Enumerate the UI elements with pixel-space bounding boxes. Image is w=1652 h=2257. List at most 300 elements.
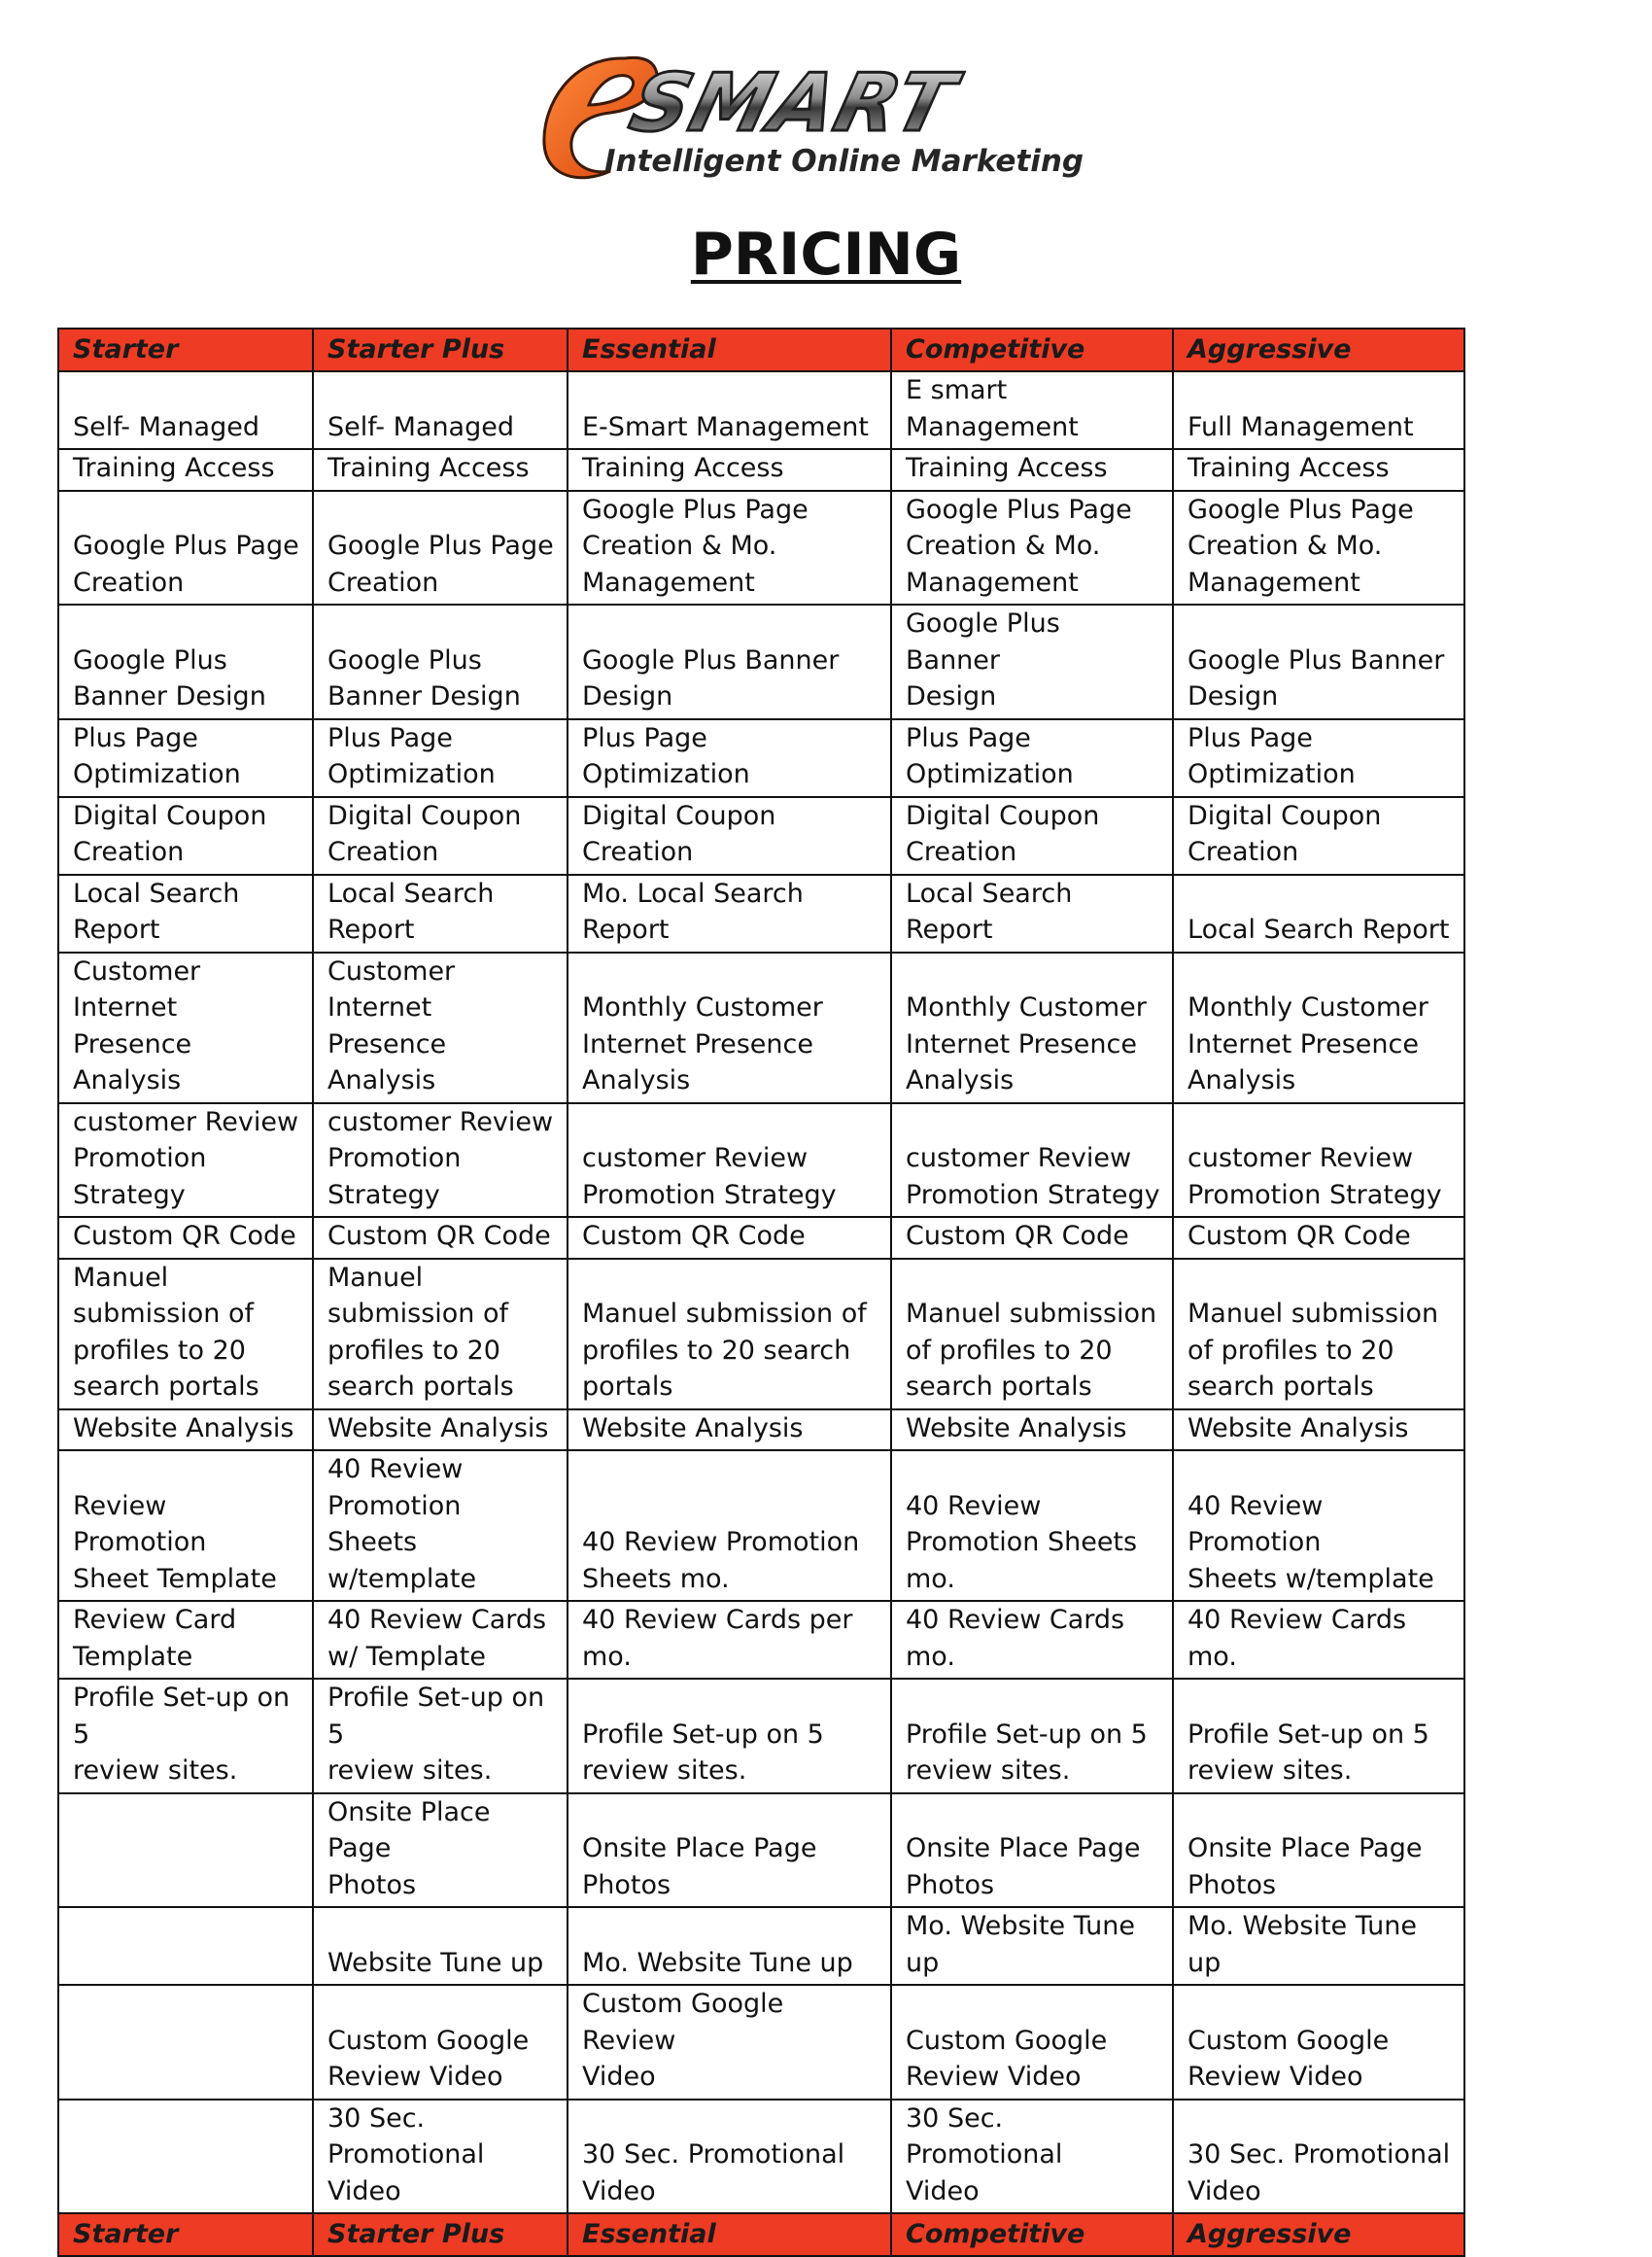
feature-cell-aggressive — [1173, 1103, 1464, 1218]
feature-text-line: review sites. — [1187, 1755, 1353, 1786]
feature-text-line: Promotion Sheets — [906, 1527, 1138, 1557]
feature-text-line: submission of — [327, 1299, 508, 1329]
feature-cell-starter-plus — [313, 1793, 568, 1908]
feature-text-line: 30 Sec. — [327, 2102, 426, 2134]
feature-cell-starter — [58, 1793, 313, 1908]
feature-text-line: Photos — [1187, 1869, 1277, 1900]
feature-text-line: 40 Review Promotion — [1187, 1490, 1324, 1557]
feature-text-line: Creation & Mo. — [582, 531, 777, 561]
plan-header-starter: Starter — [58, 329, 313, 371]
feature-text-line: w/template — [327, 1563, 477, 1594]
feature-text-line: Video — [582, 2062, 656, 2092]
feature-text-line: Sheets mo. — [582, 1563, 730, 1594]
feature-text-line: Local Search — [327, 878, 495, 909]
feature-text-line: Mo. Local Search — [582, 878, 804, 909]
feature-text-line: Creation — [73, 837, 185, 867]
feature-cell-starter-plus — [313, 875, 568, 953]
feature-row — [58, 2100, 1464, 2214]
feature-text-line: Review Promotion — [73, 1490, 207, 1557]
feature-cell-starter — [58, 1601, 313, 1679]
feature-cell-competitive — [891, 1907, 1173, 1985]
feature-cell-competitive — [891, 1217, 1173, 1259]
feature-text-line: Training Access — [582, 453, 784, 483]
feature-cell-starter — [58, 1450, 313, 1601]
feature-text-line: Digital Coupon — [1187, 800, 1382, 831]
feature-text-line: Onsite Place Page — [1187, 1833, 1423, 1863]
feature-text-line: Google Plus Page — [73, 531, 299, 561]
feature-cell-essential — [568, 1793, 891, 1908]
feature-text-line: Local Search Report — [906, 878, 1073, 945]
plan-footer-starter-plus: Starter Plus — [313, 2213, 568, 2256]
feature-text-line: Customer Internet — [327, 955, 456, 1023]
feature-text-line: 40 Review Cards per — [582, 1605, 853, 1635]
feature-text-line: mo. — [906, 1563, 955, 1594]
feature-text-line: Internet Presence — [906, 1028, 1137, 1059]
feature-text-line: Video — [582, 2175, 656, 2206]
feature-cell-essential — [568, 1601, 891, 1679]
plan-header-competitive: Competitive — [891, 329, 1173, 371]
feature-text-line: 30 Sec. Promotional — [906, 2102, 1063, 2170]
feature-text-line: Management — [1187, 567, 1360, 598]
feature-text-line: up — [906, 1947, 940, 1978]
feature-text-line: search portals — [1187, 1372, 1374, 1402]
feature-cell-aggressive — [1173, 1259, 1464, 1409]
feature-text-line: Creation — [73, 567, 185, 598]
feature-text-line: Website Analysis — [327, 1412, 549, 1443]
feature-text-line: Training Access — [327, 453, 530, 483]
feature-row — [58, 1985, 1464, 2100]
feature-text-line: Onsite Place Page — [582, 1833, 817, 1863]
feature-text-line: Digital Coupon — [582, 800, 776, 831]
feature-cell-starter-plus — [313, 1409, 568, 1451]
feature-text-line: Profile Set-up on 5 — [582, 1719, 824, 1750]
feature-text-line: Creation — [1187, 837, 1299, 867]
feature-text-line: Custom Google Review — [582, 1989, 784, 2056]
feature-row — [58, 1601, 1464, 1679]
feature-text-line: Report — [73, 915, 160, 945]
feature-text-line: Plus Page — [1187, 722, 1313, 753]
feature-text-line: Video — [1187, 2175, 1261, 2206]
feature-text-line: portals — [582, 1372, 673, 1402]
feature-text-line: Strategy — [73, 1179, 186, 1210]
feature-row — [58, 797, 1464, 875]
feature-text-line: Plus Page Optimization — [582, 722, 750, 789]
feature-text-line: Self- Managed — [327, 411, 514, 442]
feature-text-line: Digital Coupon — [73, 800, 267, 831]
feature-cell-aggressive — [1173, 2100, 1464, 2214]
feature-text-line: Management — [906, 567, 1079, 598]
feature-text-line: Custom Google — [906, 2025, 1108, 2056]
feature-row — [58, 371, 1464, 449]
feature-text-line: Promotion Strategy — [906, 1179, 1160, 1210]
feature-text-line: Internet Presence — [582, 1028, 813, 1059]
feature-cell-starter-plus — [313, 605, 568, 719]
feature-text-line: Monthly Customer — [906, 992, 1147, 1023]
feature-text-line: Promotion Strategy — [582, 1179, 837, 1210]
feature-text-line: customer Review — [906, 1143, 1132, 1173]
feature-text-line: customer Review — [582, 1143, 809, 1173]
feature-text-line: Google Plus Banner — [906, 608, 1060, 676]
feature-text-line: Creation — [582, 837, 694, 867]
feature-text-line: Banner Design — [327, 681, 521, 712]
feature-cell-starter-plus — [313, 449, 568, 491]
feature-cell-aggressive — [1173, 449, 1464, 491]
feature-text-line: Review Card — [73, 1605, 237, 1635]
feature-text-line: Creation — [327, 837, 439, 867]
feature-cell-essential — [568, 1985, 891, 2100]
feature-text-line: Creation — [906, 837, 1017, 867]
feature-text-line: Onsite Place Page — [906, 1833, 1141, 1863]
feature-text-line: 40 Review Cards mo. — [1187, 1605, 1407, 1672]
feature-text-line: Promotion Strategy — [1187, 1179, 1442, 1210]
plan-footer-starter: Starter — [58, 2213, 313, 2256]
plan-footer-competitive: Competitive — [891, 2213, 1173, 2256]
plan-header-aggressive: Aggressive — [1173, 329, 1464, 371]
feature-row — [58, 1103, 1464, 1218]
feature-text-line: submission of — [73, 1299, 254, 1329]
feature-cell-starter — [58, 875, 313, 953]
feature-text-line: review sites. — [73, 1755, 238, 1786]
feature-text-line: Website Analysis — [582, 1412, 804, 1443]
feature-text-line: Custom Google — [1187, 2025, 1390, 2056]
feature-text-line: E-Smart Management — [582, 411, 869, 442]
feature-text-line: Local Search Report — [1187, 915, 1450, 945]
feature-text-line: Digital Coupon — [327, 800, 522, 831]
feature-text-line: Review Video — [1187, 2062, 1363, 2092]
feature-cell-aggressive — [1173, 953, 1464, 1103]
feature-text-line: of profiles to 20 — [906, 1335, 1113, 1366]
feature-cell-starter — [58, 1679, 313, 1793]
feature-text-line: Profile Set-up on 5 — [327, 1683, 545, 1750]
feature-cell-essential — [568, 2100, 891, 2214]
feature-cell-competitive — [891, 605, 1173, 719]
feature-text-line: Custom Google — [327, 2025, 530, 2056]
feature-cell-starter — [58, 1103, 313, 1218]
feature-cell-starter — [58, 1985, 313, 2100]
feature-text-line: Review Video — [327, 2062, 503, 2092]
feature-cell-essential — [568, 491, 891, 606]
feature-text-line: Management — [906, 411, 1079, 442]
feature-text-line: Custom QR Code — [327, 1221, 551, 1251]
feature-text-line: customer Review — [1187, 1143, 1414, 1173]
page-title-text: PRICING — [690, 221, 962, 289]
feature-cell-competitive — [891, 491, 1173, 606]
feature-text-line: Report — [582, 915, 670, 945]
pricing-body — [58, 371, 1464, 2213]
feature-cell-starter — [58, 797, 313, 875]
feature-text-line: Analysis — [906, 1065, 1015, 1095]
feature-text-line: Custom QR Code — [906, 1221, 1129, 1251]
feature-cell-starter-plus — [313, 2100, 568, 2214]
feature-text-line: Review Video — [906, 2062, 1082, 2092]
feature-text-line: of profiles to 20 — [1187, 1335, 1394, 1366]
feature-cell-starter — [58, 1259, 313, 1409]
feature-text-line: Report — [327, 915, 415, 945]
feature-text-line: search portals — [906, 1372, 1092, 1402]
feature-text-line: Full Management — [1187, 411, 1414, 442]
feature-text-line: Profile Set-up on 5 — [906, 1719, 1148, 1750]
feature-text-line: 30 Sec. Promotional — [1187, 2139, 1451, 2170]
esmart-logo-graphic — [533, 47, 1116, 192]
feature-cell-starter-plus — [313, 1450, 568, 1601]
feature-cell-starter-plus — [313, 1985, 568, 2100]
feature-cell-starter-plus — [313, 797, 568, 875]
feature-text-line: Internet Presence — [1187, 1028, 1419, 1059]
feature-text-line: Mo. Website Tune — [906, 1911, 1135, 1941]
feature-text-line: Design — [1187, 681, 1279, 712]
feature-text-line: 40 Review — [906, 1490, 1042, 1521]
esmart-logo — [533, 47, 1116, 192]
feature-text-line: Manuel submission — [1187, 1299, 1439, 1329]
feature-row — [58, 1679, 1464, 1793]
feature-cell-aggressive — [1173, 1985, 1464, 2100]
feature-row — [58, 449, 1464, 491]
feature-cell-competitive — [891, 1450, 1173, 1601]
feature-cell-aggressive — [1173, 1450, 1464, 1601]
feature-text-line: Google Plus Page — [906, 494, 1132, 525]
feature-text-line: Customer Internet — [73, 955, 201, 1023]
feature-text-line: Analysis — [1187, 1065, 1296, 1095]
feature-cell-starter-plus — [313, 371, 568, 449]
feature-cell-starter — [58, 2100, 313, 2214]
feature-text-line: Google Plus — [73, 644, 227, 676]
plan-header-starter-plus: Starter Plus — [313, 329, 568, 371]
feature-cell-aggressive — [1173, 1679, 1464, 1793]
feature-cell-competitive — [891, 449, 1173, 491]
feature-cell-aggressive — [1173, 1601, 1464, 1679]
logo-tagline: Intelligent Online Marketing — [604, 144, 1084, 179]
feature-text-line: Sheets w/template — [1187, 1563, 1434, 1594]
feature-cell-competitive — [891, 371, 1173, 449]
feature-row — [58, 875, 1464, 953]
pricing-footer-row — [58, 2213, 1464, 2256]
feature-text-line: Custom QR Code — [73, 1221, 296, 1251]
feature-text-line: E smart — [906, 375, 1008, 405]
plan-header-essential: Essential — [568, 329, 891, 371]
feature-text-line: Management — [582, 567, 755, 598]
feature-row — [58, 953, 1464, 1103]
feature-cell-essential — [568, 1450, 891, 1601]
feature-text-line: Onsite Place Page — [327, 1796, 491, 1863]
pricing-header-row — [58, 329, 1464, 371]
feature-text-line: profiles to 20 search — [582, 1335, 851, 1366]
feature-text-line: Google Plus Banner — [582, 644, 840, 676]
feature-text-line: Creation & Mo. — [1187, 531, 1383, 561]
feature-text-line: review sites. — [327, 1755, 493, 1786]
feature-row — [58, 1793, 1464, 1908]
feature-text-line: Mo. Website Tune — [1187, 1911, 1417, 1941]
feature-cell-starter-plus — [313, 1217, 568, 1259]
feature-cell-essential — [568, 1907, 891, 1985]
feature-text-line: review sites. — [582, 1755, 747, 1786]
feature-row — [58, 1409, 1464, 1451]
feature-cell-aggressive — [1173, 371, 1464, 449]
feature-text-line: Training Access — [1187, 453, 1390, 483]
feature-cell-competitive — [891, 1793, 1173, 1908]
pricing-table — [57, 328, 1465, 2257]
feature-text-line: Presence Analysis — [327, 1028, 447, 1095]
feature-cell-essential — [568, 449, 891, 491]
feature-row — [58, 491, 1464, 606]
feature-text-line: profiles to 20 — [73, 1335, 246, 1366]
feature-cell-starter — [58, 371, 313, 449]
feature-cell-starter — [58, 449, 313, 491]
feature-text-line: Optimization — [73, 759, 241, 789]
feature-text-line: review sites. — [906, 1755, 1071, 1786]
feature-cell-essential — [568, 1259, 891, 1409]
plan-footer-essential: Essential — [568, 2213, 891, 2256]
feature-text-line: Presence Analysis — [73, 1028, 192, 1095]
feature-text-line: customer Review — [327, 1106, 554, 1137]
feature-cell-starter — [58, 1409, 313, 1451]
feature-text-line: Strategy — [327, 1179, 440, 1210]
feature-text-line: Banner Design — [73, 681, 266, 712]
feature-cell-aggressive — [1173, 1217, 1464, 1259]
feature-cell-starter-plus — [313, 719, 568, 797]
feature-cell-aggressive — [1173, 1409, 1464, 1451]
feature-text-line: search portals — [327, 1372, 514, 1402]
feature-cell-essential — [568, 1217, 891, 1259]
feature-text-line: Photos — [906, 1869, 995, 1900]
feature-text-line: Video — [906, 2175, 980, 2206]
feature-cell-competitive — [891, 1103, 1173, 1218]
feature-text-line: Promotion — [327, 1143, 462, 1173]
feature-text-line: Website Tune up — [327, 1947, 544, 1978]
feature-cell-starter-plus — [313, 1601, 568, 1679]
feature-text-line: 40 Review Promotion — [582, 1527, 860, 1557]
feature-text-line: Profile Set-up on 5 — [1187, 1719, 1429, 1750]
feature-cell-aggressive — [1173, 605, 1464, 719]
feature-text-line: search portals — [73, 1372, 259, 1402]
feature-cell-competitive — [891, 797, 1173, 875]
feature-text-line: Design — [906, 681, 997, 712]
feature-text-line: mo. — [582, 1641, 632, 1672]
feature-cell-starter — [58, 953, 313, 1103]
feature-text-line: Promotion — [73, 1143, 207, 1173]
feature-cell-starter — [58, 719, 313, 797]
feature-text-line: mo. — [906, 1641, 955, 1672]
feature-text-line: Mo. Website Tune up — [582, 1947, 853, 1978]
feature-cell-starter-plus — [313, 1259, 568, 1409]
feature-text-line: Optimization — [1187, 759, 1356, 789]
feature-cell-aggressive — [1173, 1793, 1464, 1908]
feature-cell-competitive — [891, 1679, 1173, 1793]
feature-cell-essential — [568, 953, 891, 1103]
feature-text-line: Website Analysis — [906, 1412, 1127, 1443]
feature-text-line: Custom QR Code — [582, 1221, 806, 1251]
feature-cell-starter-plus — [313, 1679, 568, 1793]
feature-cell-competitive — [891, 1985, 1173, 2100]
feature-text-line: Website Analysis — [73, 1412, 294, 1443]
feature-text-line: Design — [582, 681, 673, 712]
feature-text-line: Plus Page — [327, 722, 453, 753]
feature-cell-competitive — [891, 2100, 1173, 2214]
feature-text-line: Self- Managed — [73, 411, 259, 442]
feature-text-line: Monthly Customer — [582, 992, 823, 1023]
feature-cell-starter-plus — [313, 1103, 568, 1218]
feature-cell-aggressive — [1173, 797, 1464, 875]
logo-wordmark: SMART — [621, 56, 965, 150]
feature-cell-competitive — [891, 875, 1173, 953]
feature-text-line: w/ Template — [327, 1641, 486, 1672]
feature-text-line: up — [1187, 1947, 1222, 1978]
feature-text-line: Google Plus — [327, 644, 482, 676]
plan-footer-aggressive: Aggressive — [1173, 2213, 1464, 2256]
feature-text-line: Template — [73, 1641, 193, 1672]
feature-text-line: Creation — [327, 567, 439, 598]
feature-row — [58, 1907, 1464, 1985]
feature-text-line: Digital Coupon — [906, 800, 1100, 831]
feature-text-line: Training Access — [906, 453, 1108, 483]
feature-text-line: Local Search — [73, 878, 240, 909]
feature-text-line: Manuel submission — [906, 1299, 1157, 1329]
feature-cell-essential — [568, 1103, 891, 1218]
feature-text-line: Google Plus Page — [1187, 494, 1414, 525]
feature-row — [58, 1217, 1464, 1259]
feature-text-line: Profile Set-up on 5 — [73, 1683, 291, 1750]
feature-text-line: Google Plus Page — [327, 531, 554, 561]
feature-text-line: Custom QR Code — [1187, 1221, 1411, 1251]
feature-text-line: Plus Page — [73, 722, 198, 753]
feature-cell-starter — [58, 491, 313, 606]
feature-text-line: customer Review — [73, 1106, 299, 1137]
feature-text-line: 30 Sec. Promotional — [582, 2139, 845, 2170]
feature-cell-aggressive — [1173, 1907, 1464, 1985]
feature-text-line: Optimization — [327, 759, 496, 789]
feature-cell-essential — [568, 371, 891, 449]
feature-cell-essential — [568, 1679, 891, 1793]
feature-text-line: Video — [327, 2175, 401, 2206]
feature-text-line: Website Analysis — [1187, 1412, 1409, 1443]
feature-text-line: Google Plus Banner — [1187, 644, 1445, 676]
feature-cell-aggressive — [1173, 719, 1464, 797]
feature-cell-starter — [58, 605, 313, 719]
feature-text-line: Sheet Template — [73, 1563, 277, 1594]
feature-cell-competitive — [891, 719, 1173, 797]
feature-cell-essential — [568, 605, 891, 719]
feature-text-line: Promotional — [327, 2139, 485, 2170]
page-title — [0, 216, 1652, 294]
feature-text-line: 40 Review Cards — [327, 1605, 547, 1635]
feature-text-line: Analysis — [582, 1065, 691, 1095]
feature-text-line: Manuel — [73, 1262, 169, 1293]
feature-cell-competitive — [891, 1601, 1173, 1679]
feature-cell-essential — [568, 875, 891, 953]
feature-cell-competitive — [891, 1259, 1173, 1409]
feature-text-line: Monthly Customer — [1187, 992, 1428, 1023]
feature-cell-aggressive — [1173, 875, 1464, 953]
feature-row — [58, 1259, 1464, 1409]
feature-cell-starter-plus — [313, 1907, 568, 1985]
feature-cell-aggressive — [1173, 491, 1464, 606]
feature-cell-competitive — [891, 1409, 1173, 1451]
feature-text-line: Manuel submission of — [582, 1299, 867, 1329]
feature-text-line: Promotion Sheets — [327, 1490, 462, 1557]
feature-text-line: Training Access — [73, 453, 275, 483]
feature-text-line: Google Plus Page — [582, 494, 809, 525]
feature-text-line: 40 Review Cards — [906, 1605, 1125, 1635]
feature-cell-starter-plus — [313, 953, 568, 1103]
feature-text-line: Photos — [582, 1869, 671, 1900]
feature-row — [58, 719, 1464, 797]
feature-cell-starter — [58, 1907, 313, 1985]
feature-cell-essential — [568, 1409, 891, 1451]
feature-text-line: Photos — [327, 1869, 417, 1900]
feature-row — [58, 1450, 1464, 1601]
feature-cell-competitive — [891, 953, 1173, 1103]
feature-text-line: profiles to 20 — [327, 1335, 500, 1366]
feature-cell-essential — [568, 719, 891, 797]
